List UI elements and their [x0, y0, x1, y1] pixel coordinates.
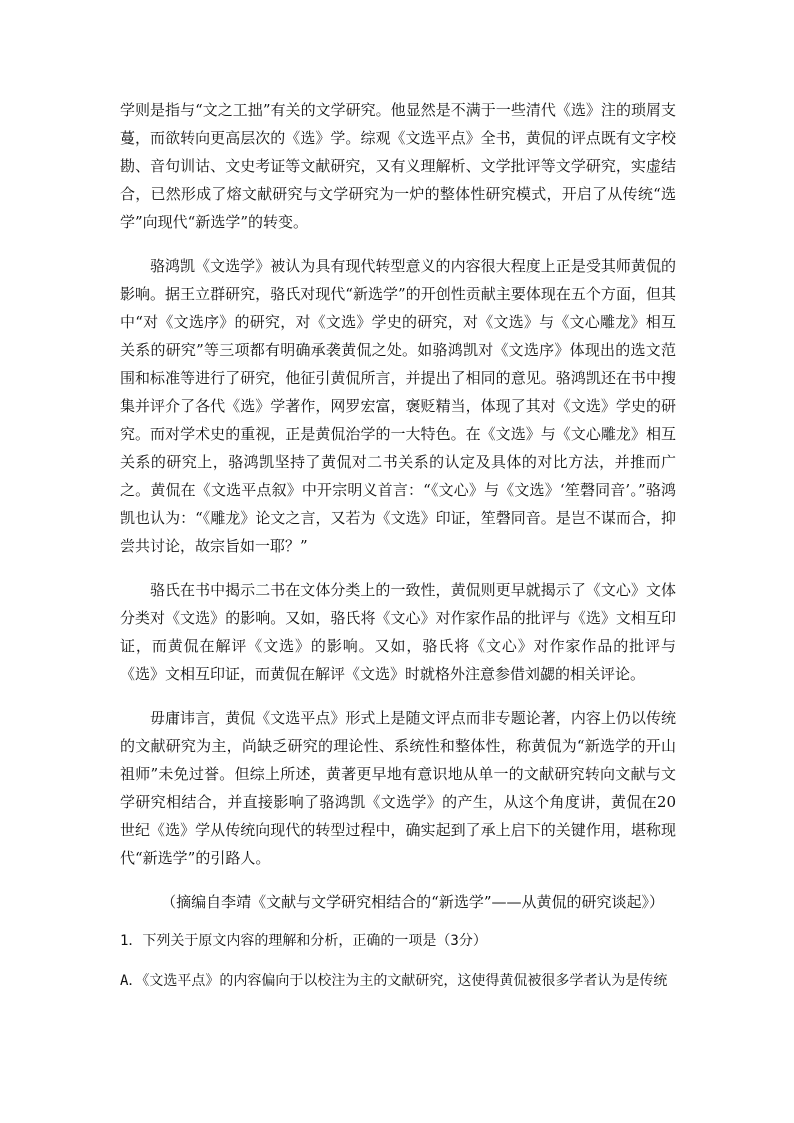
paragraph-1: 学则是指与“文之工拙”有关的文学研究。他显然是不满于一些清代《选》注的琐屑支蔓，而欲转向更高层次的《选》学。综观《文选平点》全书，黄侃的评点既有文字校勘、音句训诂、文史考证等文献研究，又有义理解析、文学批评等文学研究，实虚结合，已然形成了熔文献研究与文学研究为一炉的整体性研究模式，开启了从传统“选学”向现代“新选学”的转变。	[120, 101, 676, 231]
option-a: A．《文选平点》的内容偏向于以校注为主的文献研究，这使得黄侃被很多学者认为是传统	[120, 973, 668, 989]
source-citation: （摘编自李靖《文献与文学研究相结合的“新选学”——从黄侃的研究谈起》）	[161, 893, 664, 911]
document-page	[120, 96, 676, 996]
paragraph-4: 毋庸讳言，黄侃《文选平点》形式上是随文评点而非专题论著，内容上仍以传统的文献研究为主，尚缺乏研究的理论性、系统性和整体性，称黄侃为“新选学的开山祖师”未免过誉。但综上所述，黄著更早地有意识地从单一的文献研究转向文献与文学研究相结合，并直接影响了骆鸿凯《文选学》的产生，从这个角度讲，黄侃在20世纪《选》学从传统向现代的转型过程中，确实起到了承上启下的关键作用，堪称现代“新选学”的引路人。	[120, 709, 676, 867]
question-1: 1．下列关于原文内容的理解和分析，正确的一项是（3分）	[120, 933, 487, 949]
paragraph-3: 骆氏在书中揭示二书在文体分类上的一致性，黄侃则更早就揭示了《文心》文体分类对《文选》的影响。又如，骆氏将《文心》对作家作品的批评与《选》文相互印证，而黄侃在解评《文选》的影响。又如，骆氏将《文心》对作家作品的批评与《选》文相互印证，而黄侃在解评《文选》时就格外注意参借刘勰的相关评论。	[120, 581, 676, 683]
paragraph-2: 骆鸿凯《文选学》被认为具有现代转型意义的内容很大程度上正是受其师黄侃的影响。据王立群研究，骆氏对现代“新选学”的开创性贡献主要体现在五个方面，但其中“对《文选序》的研究，对《文选》学史的研究，对《文选》与《文心雕龙》相互关系的研究”等三项都有明确承袭黄侃之处。如骆鸿凯对《文选序》体现出的选文范围和标准等进行了研究，他征引黄侃所言，并提出了相同的意见。骆鸿凯还在书中搜集并评介了各代《选》学著作，网罗宏富，褒贬精当，体现了其对《文选》学史的研究。而对学术史的重视，正是黄侃治学的一大特色。在《文选》与《文心雕龙》相互关系的研究上，骆鸿凯坚持了黄侃对二书关系的认定及具体的对比方法，并推而广之。黄侃在《文选平点叙》中开宗明义首言：“《文心》与《文选》‘笙磬同音’。”骆鸿凯也认为：“《雕龙》论文之言，又若为《文选》印证，笙磬同音。是岂不谋而合，抑尝共讨论，故宗旨如一耶？”	[120, 257, 676, 555]
